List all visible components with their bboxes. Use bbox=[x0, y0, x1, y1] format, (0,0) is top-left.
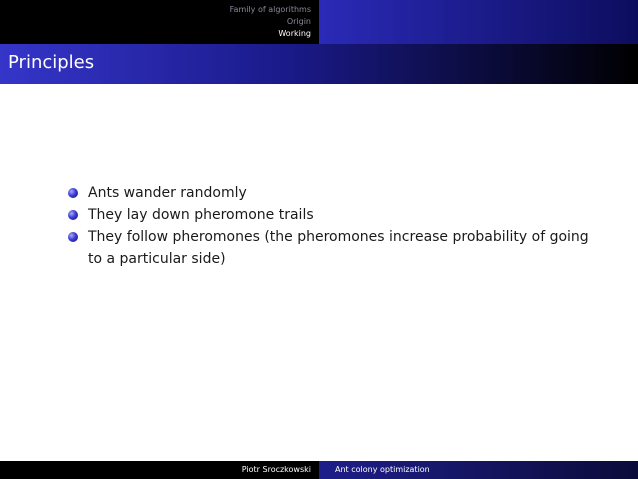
list-item bbox=[64, 226, 594, 270]
footer-bar bbox=[0, 461, 638, 479]
list-item-text: Ants wander randomly bbox=[88, 185, 247, 201]
footer-author: Piotr Sroczkowski bbox=[241, 465, 311, 474]
list-item-text: They follow pheromones (the pheromones increase probability of going to a particular side) bbox=[88, 229, 589, 267]
bullet-list bbox=[64, 182, 594, 270]
footer-right-panel bbox=[319, 461, 638, 479]
top-navigation-bar bbox=[0, 0, 638, 44]
list-item bbox=[64, 204, 594, 226]
bullet-icon bbox=[68, 188, 78, 198]
slide-content bbox=[0, 84, 638, 460]
frame-title: Principles bbox=[8, 52, 95, 73]
bullet-icon bbox=[68, 210, 78, 220]
list-item-text: They lay down pheromone trails bbox=[88, 207, 314, 223]
footer-left-panel bbox=[0, 461, 319, 479]
top-navigation-left bbox=[0, 0, 319, 44]
list-item bbox=[64, 182, 594, 204]
nav-item-family-of-algorithms[interactable]: Family of algorithms bbox=[229, 5, 311, 14]
nav-item-origin[interactable]: Origin bbox=[286, 17, 311, 26]
bullet-icon bbox=[68, 232, 78, 242]
frame-title-bar bbox=[0, 44, 638, 84]
top-navigation-right-panel bbox=[319, 0, 638, 44]
nav-item-working[interactable]: Working bbox=[278, 29, 311, 38]
footer-presentation-title: Ant colony optimization bbox=[335, 465, 430, 474]
